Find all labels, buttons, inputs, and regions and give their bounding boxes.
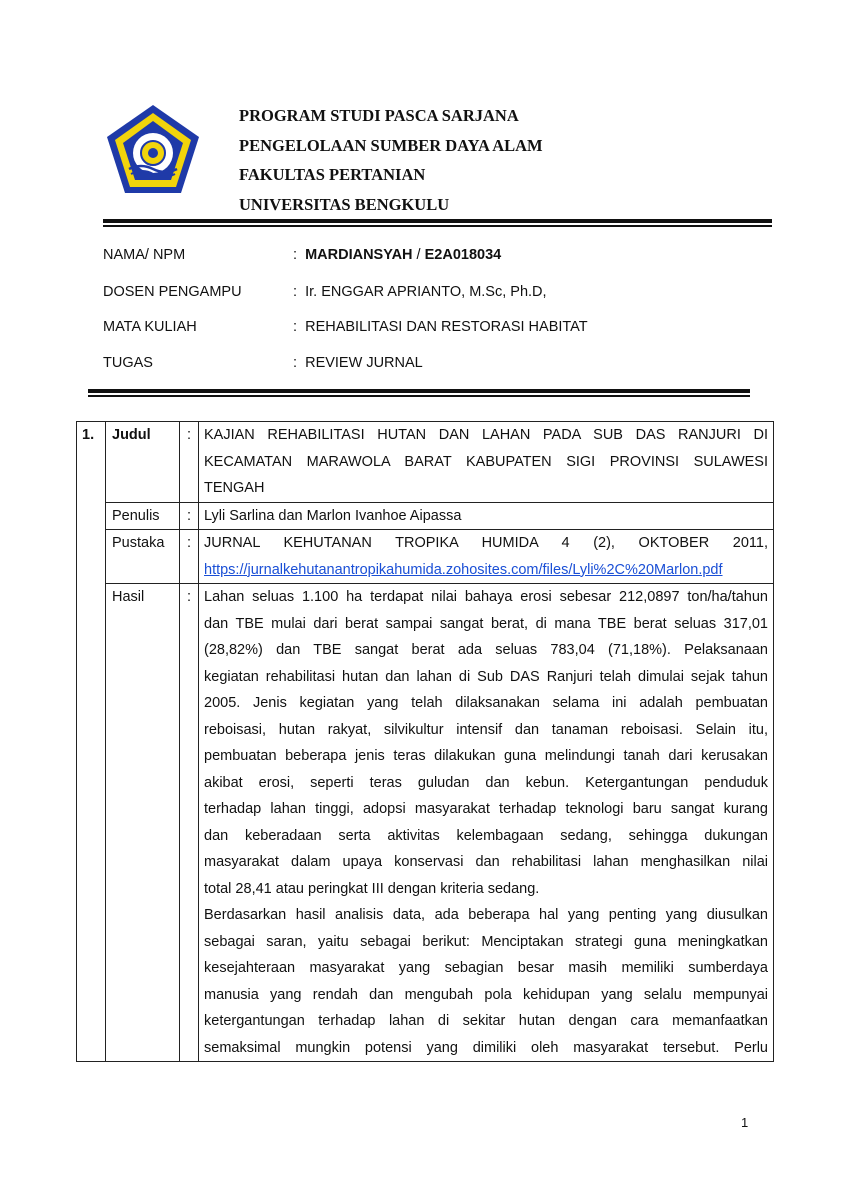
- hasil-value: Lahan seluas 1.100 ha terdapat nilai bahaya erosi sebesar 212,0897 ton/ha/tahun dan TBE mulai dari berat sampai sangat berat, di mana TBE berat seluas 317,01 (28,82%) dan TBE sangat berat ada seluas 783,04 (71,18%). Pelaksanaan kegiatan rehabilitasi hutan dan lahan di Sub DAS Ranjuri telah dimulai sejak tahun 2005. Jenis kegiatan yang telah dilaksanakan selama ini adalah pembuatan reboisasi, hutan rakyat, silvikultur intensif dan tanaman reboisasi. Selain itu, pembuatan beberapa jenis teras dilakukan guna melindungi tanah dari kerusakan akibat erosi, seperti teras guludan dan kebun. Ketergantungan penduduk terhadap lahan tinggi, adopsi masyarakat terhadap teknologi baru sangat kurang dan keberadaan serta aktivitas kelembagaan sedang, sehingga dukungan masyarakat dalam upaya konservasi dan rehabilitasi lahan menghasilkan nilai total 28,41 atau peringkat III dengan kriteria sedang. Berdasarkan hasil analisis data, ada beberapa hal yang penting yang diusulkan sebagai saran, yaitu sebagai berikut: Menciptakan strategi guna meningkatkan kesejahteraan masyarakat yang sebagian besar masih memiliki sumberdaya manusia yang rendah dan mengubah pola kehidupan yang selalu mempunyai ketergantungan terhadap lahan di sekitar hutan dengan cara memanfaatkan semaksimal mungkin potensi yang dimiliki oleh masyarakat tersebut. Perlu: [199, 584, 774, 1062]
- matkul-label: MATA KULIAH: [103, 319, 197, 335]
- hasil-label: Hasil: [106, 584, 180, 1062]
- page-number: 1: [741, 1115, 749, 1130]
- matkul-value: : REHABILITASI DAN RESTORASI HABITAT: [293, 319, 588, 335]
- pustaka-link[interactable]: https://jurnalkehutanantropikahumida.zohosites.com/files/Lyli%2C%20Marlon.pdf: [204, 561, 723, 578]
- header-divider-thin: [103, 225, 772, 227]
- colon: :: [180, 422, 199, 503]
- header-divider: [103, 219, 772, 223]
- judul-value: KAJIAN REHABILITASI HUTAN DAN LAHAN PADA SUB DAS RANJURI DI KECAMATAN MARAWOLA BARAT KABUPATEN SIGI PROVINSI SULAWESI TENGAH: [199, 422, 774, 503]
- row-number: 1.: [77, 422, 106, 1062]
- pustaka-value: JURNAL KEHUTANAN TROPIKA HUMIDA 4 (2), OKTOBER 2011, https://jurnalkehutanantropikahumida.zohosites.com/files/Lyli%2C%20Marlon.pdf: [199, 530, 774, 584]
- dosen-label: DOSEN PENGAMPU: [103, 284, 242, 300]
- penulis-label: Penulis: [106, 502, 180, 530]
- colon: :: [180, 584, 199, 1062]
- tugas-value: : REVIEW JURNAL: [293, 355, 423, 371]
- tugas-label: TUGAS: [103, 355, 153, 371]
- table-row-penulis: [77, 502, 774, 530]
- info-divider: [88, 389, 750, 393]
- university-logo-icon: [105, 103, 201, 195]
- pustaka-label: Pustaka: [106, 530, 180, 584]
- table-row-hasil: [77, 584, 774, 1062]
- nama-label: NAMA/ NPM: [103, 247, 186, 263]
- letterhead-line: UNIVERSITAS BENGKULU: [239, 194, 450, 214]
- nama-value: : MARDIANSYAH / E2A018034: [293, 247, 502, 263]
- letterhead-line: PENGELOLAAN SUMBER DAYA ALAM: [239, 135, 543, 155]
- dosen-value: : Ir. ENGGAR APRIANTO, M.Sc, Ph.D,: [293, 284, 547, 300]
- review-table: [76, 421, 774, 1062]
- letterhead-line: PROGRAM STUDI PASCA SARJANA: [239, 106, 519, 125]
- colon: :: [180, 502, 199, 530]
- letterhead-line: FAKULTAS PERTANIAN: [239, 165, 426, 184]
- table-row-pustaka: [77, 530, 774, 584]
- letterhead-title: [239, 101, 543, 219]
- nama-name: MARDIANSYAH: [305, 247, 413, 263]
- judul-label: Judul: [106, 422, 180, 503]
- info-divider-thin: [88, 395, 750, 397]
- npm-value: E2A018034: [424, 247, 502, 263]
- penulis-value: Lyli Sarlina dan Marlon Ivanhoe Aipassa: [199, 502, 774, 530]
- colon: :: [180, 530, 199, 584]
- table-row-judul: [77, 422, 774, 503]
